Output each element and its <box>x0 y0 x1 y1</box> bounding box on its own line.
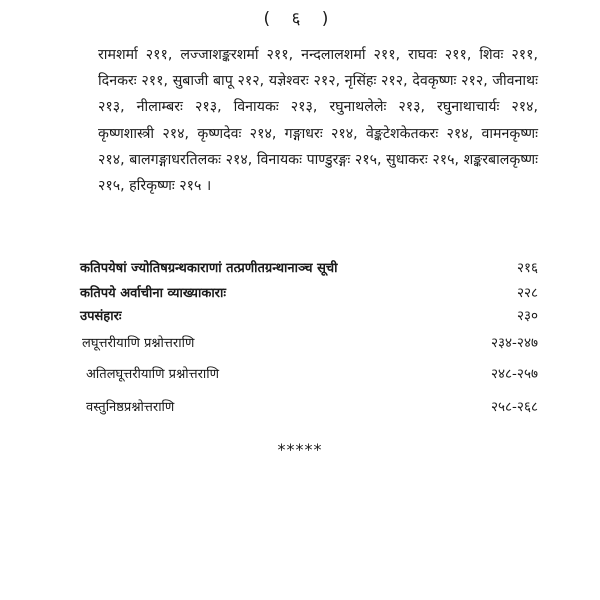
toc-entry-title: कतिपयेषां ज्योतिषग्रन्थकाराणां तत्प्रणीतग्रन्थानाञ्च सूची <box>80 261 338 276</box>
toc-entry-pages: २२८ <box>516 285 538 301</box>
toc-entry-title: लघूत्तरीयाणि प्रश्नोत्तराणि <box>82 336 195 351</box>
toc-entry-upasamharah <box>0 306 600 330</box>
page-number: ( ६ ) <box>263 9 337 29</box>
toc-entry-title: उपसंहारः <box>80 309 122 324</box>
toc-entry-atilaghuttariyani <box>0 364 600 388</box>
toc-entry-pages: २४८-२५७ <box>491 366 538 382</box>
toc-entry-vastunishtha <box>0 397 600 421</box>
toc-entry-pages: २३० <box>516 308 538 324</box>
end-ornament-stars: ***** <box>277 440 323 459</box>
toc-entry-title: वस्तुनिष्ठप्रश्नोत्तराणि <box>86 400 175 415</box>
toc-entry-pages: २३४-२४७ <box>491 335 538 351</box>
toc-entry-title: कतिपये अर्वाचीना व्याख्याकाराः <box>80 286 226 301</box>
name-index-paragraph: रामशर्मा २११, लज्जाशङ्करशर्मा २११, नन्दलालशर्मा २११, राघवः २११, शिवः २११, दिनकरः २११, सुबाजी बापू २१२, यज्ञेश्वरः २१२, नृसिंहः २१२, देवकृष्णः २१२, जीवनाथः २१३, नीलाम्बरः २१३, विनायकः २१३, रघुनाथलेलेः २१३, रघुनाथाचार्यः २१४, कृष्णशास्त्री २१४, कृष्णदेवः २१४, गङ्गाधरः २१४, वेङ्कटेशकेतकरः २१४, वामनकृष्णः २१४, बालगङ्गाधरतिलकः २१४, विनायकः पाण्डुरङ्गः २१५, सुधाकरः २१५, शङ्करबालकृष्णः २१५, हरिकृष्णः २१५ । <box>98 47 538 195</box>
toc-entry-grantha-suchi <box>0 258 600 282</box>
toc-entry-pages: २१६ <box>516 260 538 276</box>
toc-entry-title: अतिलघूत्तरीयाणि प्रश्नोत्तराणि <box>86 367 220 382</box>
toc-entry-vyakhyakarah <box>0 283 600 307</box>
toc-entry-pages: २५८-२६८ <box>491 399 538 415</box>
toc-entry-laghuttariyani <box>0 333 600 357</box>
